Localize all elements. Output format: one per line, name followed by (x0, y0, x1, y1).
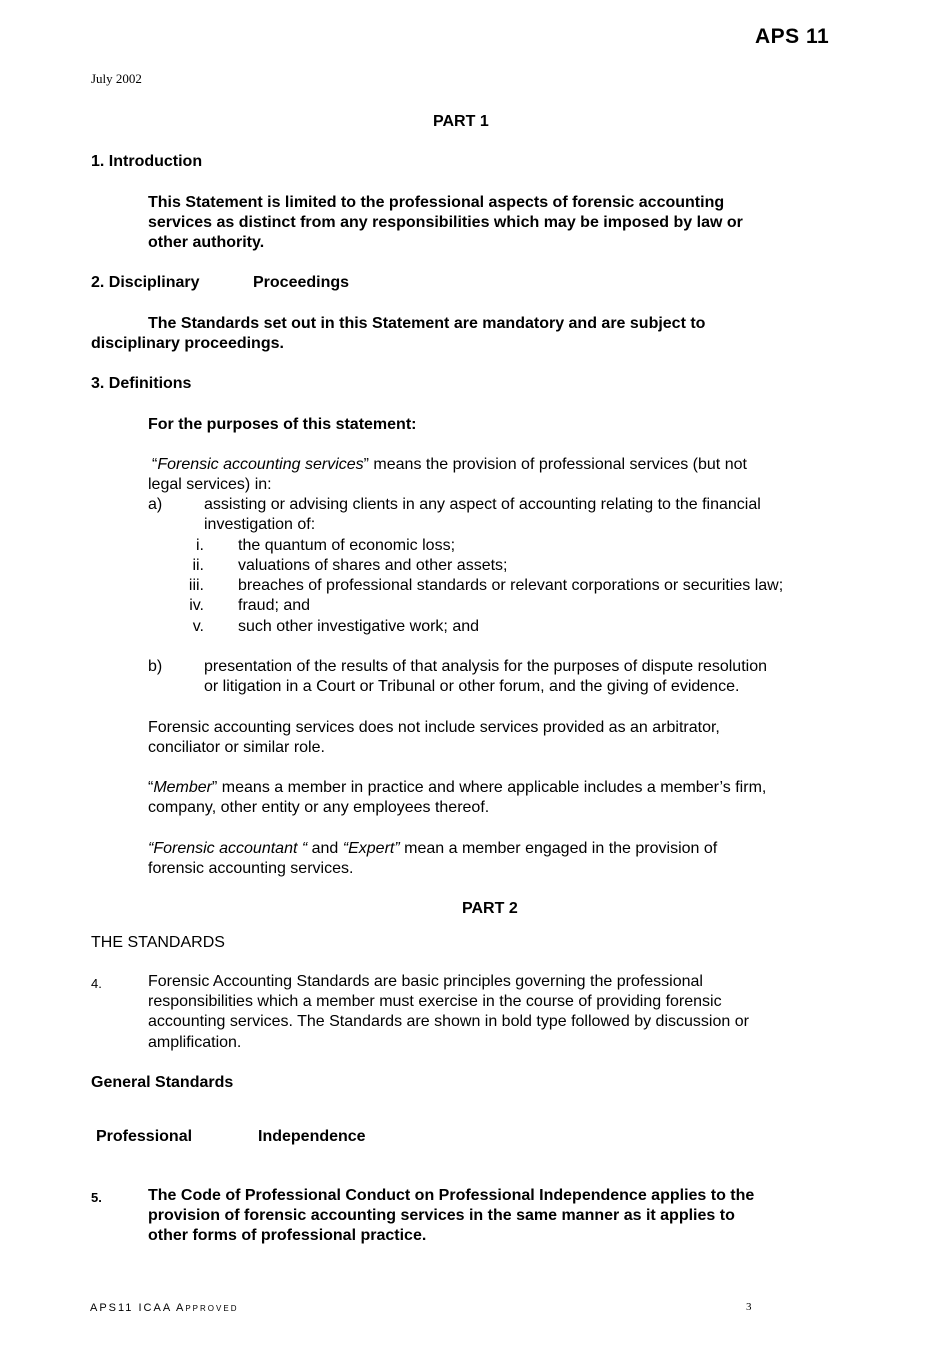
page-number: 3 (746, 1301, 752, 1313)
section-disciplinary-title-a: 2. Disciplinary (91, 274, 200, 291)
document-date: July 2002 (91, 71, 142, 86)
document-code: APS 11 (755, 25, 830, 48)
footer-label: APS11 ICAA APPROVED (90, 1302, 239, 1314)
introduction-text (148, 193, 743, 254)
term-member: Member (153, 779, 213, 796)
roman-list-item: the quantum of economic loss; (238, 537, 456, 554)
definition-forensic-accountant-line-2: forensic accounting services. (148, 860, 354, 877)
part2-heading: PART 2 (462, 900, 518, 917)
introduction-line: services as distinct from any responsibilities which may be imposed by law or (148, 214, 743, 232)
definition-fas-line-1: “Forensic accounting services” means the provision of professional services (but not (152, 456, 747, 473)
list-item-a-line-2: investigation of: (204, 516, 316, 533)
roman-list-item: such other investigative work; and (238, 618, 480, 635)
term-expert: “Expert” (342, 840, 400, 857)
introduction-line: other authority. (148, 234, 265, 252)
disciplinary-line-1: The Standards set out in this Statement are mandatory and are subject to (148, 315, 706, 332)
section-4-line: accounting services. The Standards are shown in bold type followed by discussion or (148, 1013, 749, 1031)
definition-member-line-2: company, other entity or any employees thereof. (148, 799, 490, 816)
professional-independence-title-a: Professional (96, 1128, 193, 1145)
roman-list-item: fraud; and (238, 597, 311, 614)
section-4-line: responsibilities which a member must exercise in the course of providing forensic (148, 993, 722, 1011)
section-5-line: The Code of Professional Conduct on Professional Independence applies to the (148, 1187, 755, 1204)
roman-numeral: iii. (188, 577, 204, 594)
section-5-line: provision of forensic accounting services in the same manner as it applies to (148, 1207, 735, 1225)
roman-numeral: i. (196, 537, 204, 554)
roman-numeral: iv. (189, 597, 204, 614)
introduction-line: This Statement is limited to the professional aspects of forensic accounting (148, 194, 725, 211)
list-item-a-line-1: assisting or advising clients in any aspect of accounting relating to the financial (204, 496, 761, 513)
term-forensic-accounting-services: Forensic accounting services (157, 456, 364, 473)
roman-list-item: valuations of shares and other assets; (238, 557, 508, 574)
definition-fas-line-2: legal services) in: (148, 476, 272, 493)
section-4-number: 4. (91, 976, 102, 991)
roman-numeral: v. (192, 618, 204, 635)
part1-heading: PART 1 (433, 113, 489, 130)
section-introduction-title: 1. Introduction (91, 153, 203, 170)
section-4-text (148, 972, 749, 1053)
term-forensic-accountant: “Forensic accountant “ (148, 840, 308, 857)
roman-list-item: breaches of professional standards or relevant corporations or securities law; (238, 577, 784, 594)
section-4-line: Forensic Accounting Standards are basic principles governing the professional (148, 973, 703, 990)
section-definitions-title: 3. Definitions (91, 375, 192, 392)
roman-numeral: ii. (192, 557, 204, 574)
general-standards-heading: General Standards (91, 1074, 234, 1091)
section-disciplinary-title-b: Proceedings (253, 274, 350, 291)
section-5-line: other forms of professional practice. (148, 1227, 427, 1245)
professional-independence-title-b: Independence (258, 1128, 366, 1145)
list-item-b-line-1: presentation of the results of that analysis for the purposes of dispute resolution (204, 658, 767, 675)
section-5-number: 5. (91, 1190, 102, 1205)
definition-forensic-accountant-line-1: “Forensic accountant “ and “Expert” mean a member engaged in the provision of (148, 840, 718, 857)
list-item-b-line-2: or litigation in a Court or Tribunal or other forum, and the giving of evidence. (204, 678, 740, 695)
section-5-text (148, 1186, 754, 1247)
disciplinary-line-2: disciplinary proceedings. (91, 335, 284, 352)
the-standards-heading: THE STANDARDS (91, 934, 225, 951)
section-4-line: amplification. (148, 1033, 242, 1051)
exclusion-line-1: Forensic accounting services does not include services provided as an arbitrator, (148, 719, 720, 736)
list-label-b: b) (148, 658, 163, 675)
list-label-a: a) (148, 496, 163, 513)
exclusion-line-2: conciliator or similar role. (148, 739, 325, 756)
definitions-intro: For the purposes of this statement: (148, 416, 417, 433)
definition-member-line-1: “Member” means a member in practice and where applicable includes a member’s firm, (148, 779, 767, 796)
